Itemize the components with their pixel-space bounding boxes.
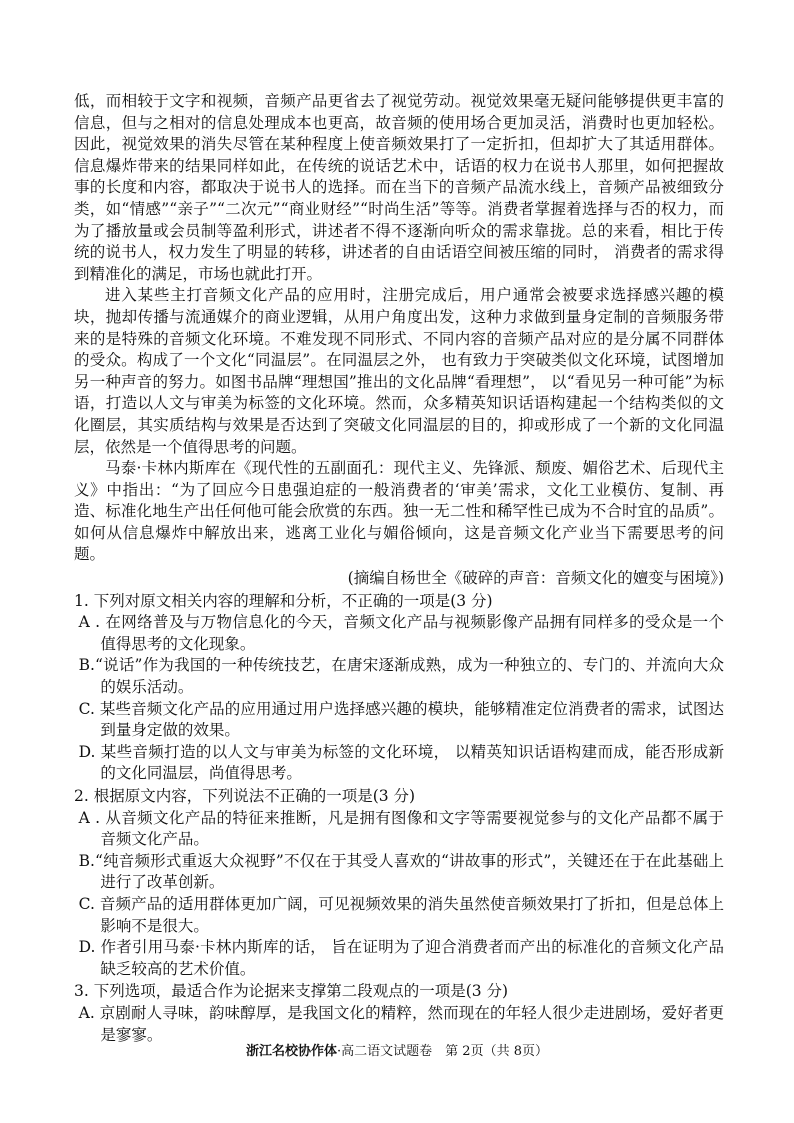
question-3 [74,981,724,1046]
page-footer [0,1041,794,1063]
option-b: B.“纯音频形式重返大众视野”不仅在于其受人喜欢的“讲故事的形式”，关键还在于在此基础上进行了改革创新。 [78,851,724,892]
option-d: D. 某些音频打造的以人文与审美为标签的文化环境， 以精英知识话语构建而成，能否形成新的文化同温层，尚值得思考。 [78,742,724,783]
question-2 [74,786,724,980]
option-a: A. 京剧耐人寻味，韵味醇厚，是我国文化的精粹，然而现在的年轻人很少走进剧场，爱好者更是寥寥。 [78,1003,724,1044]
question-stem: 1. 下列对原文相关内容的理解和分析，不正确的一项是(3 分) [74,591,493,610]
question-stem: 3. 下列选项，最适合作为论据来支撑第二段观点的一项是(3 分) [74,982,509,1001]
question-stem: 2. 根据原文内容，下列说法不正确的一项是(3 分) [74,787,416,805]
footer-school: 浙江名校协作体 [246,1044,338,1059]
option-a: A . 在网络普及与万物信息化的今天，音频文化产品与视频影像产品拥有同样多的受众是一个值得思考的文化现象。 [78,613,724,653]
option-c: C. 某些音频文化产品的应用通过用户选择感兴趣的模块，能够精准定位消费者的需求，试图达到量身定做的效果。 [78,699,724,740]
article-paragraph: 低，而相较于文字和视频，音频产品更省去了视觉劳动。视觉效果毫无疑问能够提供更丰富的信息，但与之相对的信息处理成本也更高，故音频的使用场合更加灵活，消费时也更加轻松。 因此，视觉效果的消失尽管在某种程度上使音频效果打了一定折扣，但却扩大了其适用群体。信息爆炸带来的结果同样如此，在传统的说话艺术中，话语的权力在说书人那里，如何把握故事的长度和内容，都取决于说书人的选择。而在当下的音频产品流水线上，音频产品被细致分类，如“情感”“亲子”“二次元”“商业财经”“时尚生活”等等。消费者掌握着选择与否的权力，而为了播放量或会员制等盈利形式，讲述者不得不逐渐向听众的需求靠拢。总的来看，相比于传统的说书人，权力发生了明显的转移，讲述者的自由话语空间被压缩的同时， 消费者的需求得到精准化的满足，市场也就此打开。 [74,92,724,283]
option-a: A . 从音频文化产品的特征来推断，凡是拥有图像和文字等需要视觉参与的文化产品都不属于音频文化产品。 [78,808,724,849]
footer-page-info: ·高二语文试题卷 第 2页（共 8页） [337,1044,548,1059]
page-content [74,91,724,1046]
article-paragraph: 进入某些主打音频文化产品的应用时，注册完成后，用户通常会被要求选择感兴趣的模块，抛却传播与流通媒介的商业逻辑，从用户角度出发，这种力求做到量身定制的音频服务带来的是特殊的音频文化环境。不难发现不同形式、不同内容的音频产品对应的是分属不同群体的受众。构成了一个文化“同温层”。在同温层之外， 也有致力于突破类似文化环境，试图增加另一种声音的努力。如图书品牌“理想国”推出的文化品牌“看理想”， 以“看见另一种可能”为标语，打造以人文与审美为标签的文化环境。然而，众多精英知识话语构建起一个结构类似的文化圈层，其实质结构与效果是否达到了突破文化同温层的目的，抑或形成了一个新的文化同温层，依然是一个值得思考的问题。 [74,286,724,456]
article-source: (摘编自杨世全《破碎的声音：音频文化的嬗变与困境》) [347,569,724,588]
option-c: C. 音频产品的适用群体更加广阔，可见视频效果的消失虽然使音频效果打了折扣，但是总体上影响不是很大。 [78,894,724,935]
article-paragraph: 马泰·卡林内斯库在《现代性的五副面孔：现代主义、先锋派、颓废、媚俗艺术、后现代主义》中指出：“为了回应今日患强迫症的一般消费者的‘审美’需求，文化工业模仿、复制、再造、标准化地生产出任何他可能会欣赏的东西。独一无二性和稀罕性已成为不合时宜的品质”。如何从信息爆炸中解放出来，逃离工业化与媚俗倾向，这是音频文化产业当下需要思考的问题。 [74,459,724,564]
option-d: D. 作者引用马泰·卡林内斯库的话， 旨在证明为了迎合消费者而产出的标准化的音频文化产品缺乏较高的艺术价值。 [78,938,724,978]
option-b: B.“说话”作为我国的一种传统技艺，在唐宋逐渐成熟，成为一种独立的、专门的、并流向大众的娱乐活动。 [78,656,724,697]
question-1 [74,591,724,785]
